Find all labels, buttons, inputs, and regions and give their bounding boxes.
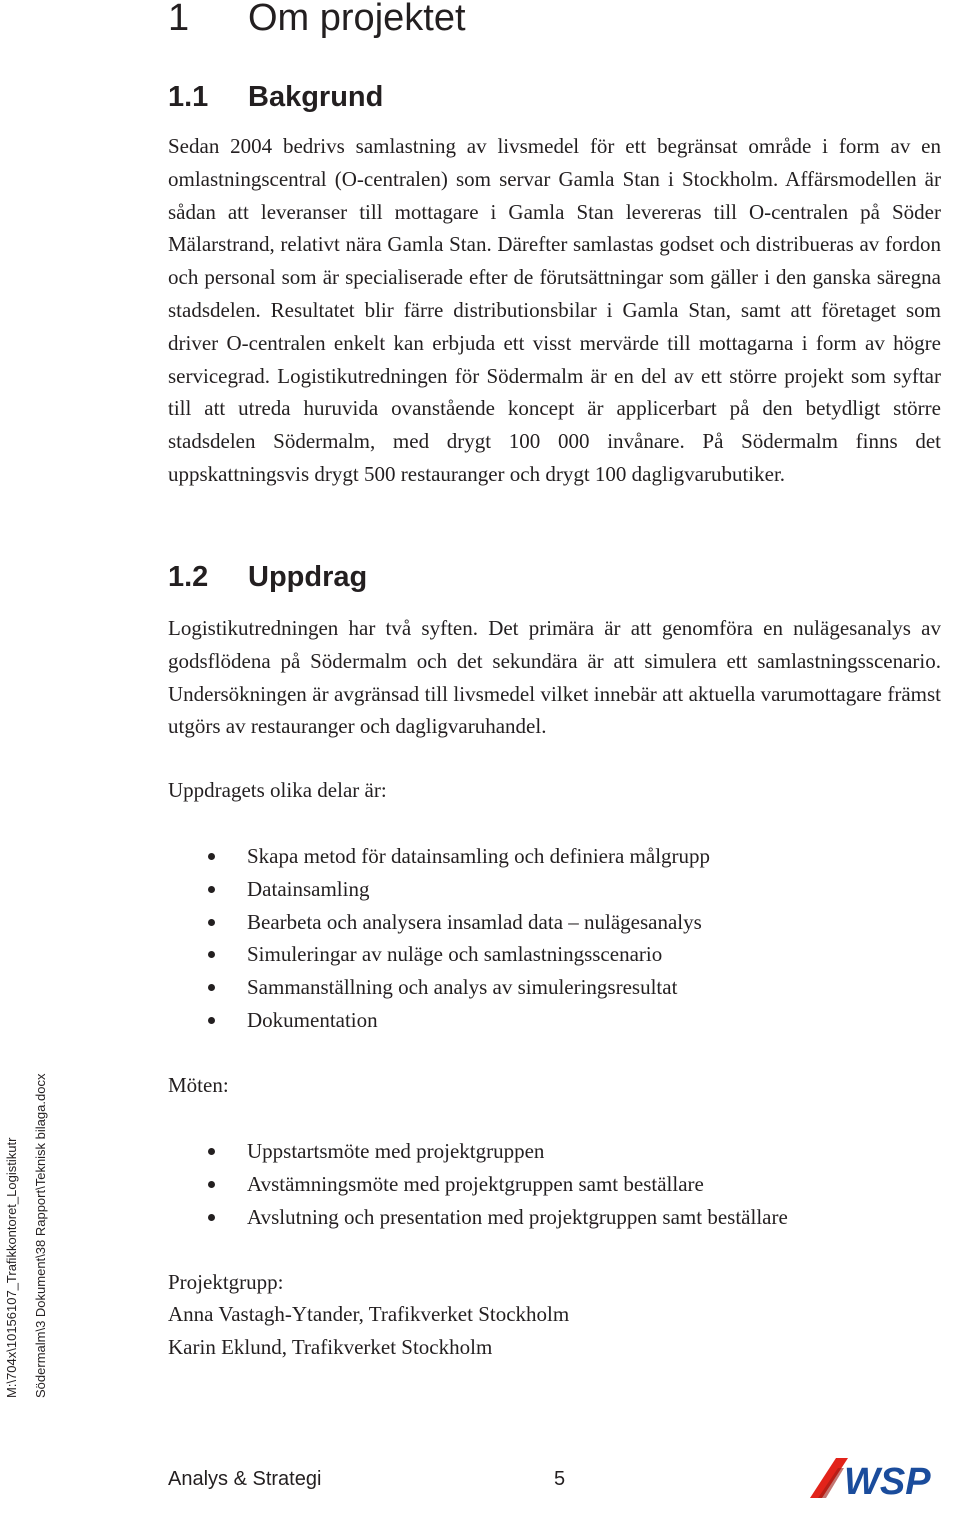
bullet-icon: [208, 984, 215, 991]
list-item: Sammanställning och analys av simuleringsresultat: [168, 971, 710, 1004]
section-number: 1.2: [168, 561, 209, 593]
file-path-sidebar: [0, 1040, 70, 1400]
bullet-icon: [208, 1181, 215, 1188]
uppdrag-paragraph: Logistikutredningen har två syften. Det primära är att genomföra en nulägesanalys av godsflödena på Södermalm och det sekundära är att simulera ett samlastningsscenario. Undersökningen är avgränsad till livsmedel vilket innebär att aktuella varumottagare främst utgörs av restauranger och dagligvaruhandel.: [168, 616, 941, 739]
bullet-icon: [208, 919, 215, 926]
list-item: Uppstartsmöte med projektgruppen: [168, 1135, 788, 1168]
list-item: Bearbeta och analysera insamlad data – nulägesanalys: [168, 906, 710, 939]
meetings-heading: Möten:: [168, 1073, 229, 1097]
wsp-logo: [808, 1452, 954, 1502]
chapter-heading: [168, 0, 466, 42]
section-title: Uppdrag: [248, 561, 368, 593]
list-item: Datainsamling: [168, 873, 710, 906]
page-number: 5: [554, 1468, 566, 1490]
bullet-icon: [208, 1148, 215, 1155]
bullet-icon: [208, 853, 215, 860]
list-item: Skapa metod för datainsamling och definiera målgrupp: [168, 840, 710, 873]
logo-text: WSP: [844, 1461, 931, 1502]
file-path-line-2: Södermalm\3 Dokument\38 Rapport\Teknisk bilaga.docx: [33, 1073, 48, 1398]
section-title: Bakgrund: [248, 81, 384, 113]
footer-title: Analys & Strategi: [168, 1468, 322, 1490]
bullet-icon: [208, 1214, 215, 1221]
group-heading: Projektgrupp:: [168, 1270, 284, 1294]
list-item: Avstämningsmöte med projektgruppen samt beställare: [168, 1168, 788, 1201]
bullet-icon: [208, 886, 215, 893]
chapter-title: Om projektet: [248, 0, 466, 39]
chapter-number: 1: [168, 0, 190, 39]
list-item: Avslutning och presentation med projektgruppen samt beställare: [168, 1201, 788, 1234]
list-item: Dokumentation: [168, 1004, 710, 1037]
group-member: Karin Eklund, Trafikverket Stockholm: [168, 1335, 493, 1359]
section-number: 1.1: [168, 81, 209, 113]
parts-heading: Uppdragets olika delar är:: [168, 778, 387, 802]
meetings-list: [168, 1135, 788, 1233]
bakgrund-paragraph: Sedan 2004 bedrivs samlastning av livsmedel för ett begränsat område i form av en omlastningscentral (O-centralen) som servar Gamla Stan i Stockholm. Affärsmodellen är sådan att leveranser till mottagare i Gamla Stan levereras till O-​centralen på Söder Mälarstrand, relativt nära Gamla Stan. Därefter samlastas godset och distribueras av fordon och personal som är specialiserade efter de förutsättningar som gäller i den ganska säregna stadsdelen. Resultatet blir färre distributionsbilar i Gamla Stan, samt att företaget som driver O-centralen enkelt kan erbjuda ett visst mervärde till mottagarna i form av högre servicegrad. Logistikutredningen för Södermalm är en del av ett större projekt som syftar till att utreda huruvida ovanstående koncept är applicerbart på den betydligt större stadsdelen Södermalm, med drygt 100 000 invånare. På Södermalm finns det uppskattningsvis drygt 500 restauranger och drygt 100 dagligvarubutiker.: [168, 134, 941, 486]
bullet-icon: [208, 951, 215, 958]
list-item: Simuleringar av nuläge och samlastningsscenario: [168, 938, 710, 971]
group-member: Anna Vastagh-Ytander, Trafikverket Stockholm: [168, 1302, 570, 1326]
file-path-line-1: M:\704x\10156107_Trafikkontoret_Logistikutr: [4, 1137, 19, 1398]
bullet-icon: [208, 1017, 215, 1024]
section-heading-bakgrund: [168, 78, 383, 116]
section-heading-uppdrag: [168, 558, 367, 596]
parts-list: [168, 840, 710, 1037]
